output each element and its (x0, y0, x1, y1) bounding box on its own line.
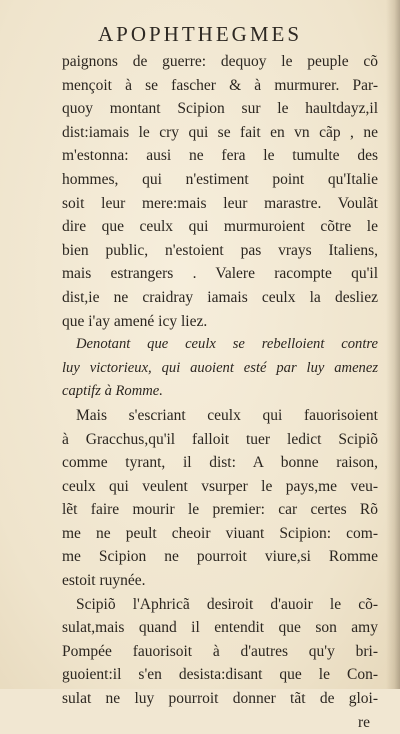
italic-gloss-line: Denotant que ceulx se rebelloient contre (76, 336, 378, 353)
text-line: paignons de guerre: dequoy le peuple cõ (62, 53, 378, 70)
text-line: mençoit à se fascher & à murmurer. Par- (62, 76, 378, 94)
text-line: dist,ie ne craidray iamais ceulx la desliez (62, 288, 378, 306)
text-line: ceulx qui veulent vsurper le pays,me veu- (62, 477, 378, 495)
running-head: APOPHTHEGMES (97, 22, 303, 46)
italic-gloss-line: luy victorieux, qui auoient esté par luy amenez (62, 359, 378, 376)
text-line: Mais s'escriant ceulx qui fauorisoient (76, 406, 378, 424)
text-line: comme tyrant, il dist: A bonne raison, (62, 454, 378, 472)
text-line: à Gracchus,qu'il falloit tuer ledict Scipiõ (62, 430, 378, 448)
text-line: dist:iamais le cry qui se fait en vn cãp , ne (62, 123, 378, 141)
text-line: dire que ceulx qui murmuroient cõtre le (62, 218, 378, 236)
page-gutter-shadow (386, 0, 400, 689)
text-line: quoy montant Scipion sur le haultdayz,il (62, 100, 378, 118)
text-line: estoit ruynée. (62, 572, 146, 590)
text-line: Pompée fauorisoit à d'autres qu'y bri- (62, 642, 378, 660)
text-line: bien public, n'estoient pas vrays Italiens, (62, 241, 378, 259)
text-line: me Scipion ne pourroit viure,si Romme (62, 548, 378, 566)
italic-gloss-line: captifz à Romme. (62, 383, 163, 400)
text-line: soit leur mere:mais leur marastre. Voulãt (62, 194, 378, 212)
text-line: lẽt faire mourir le premier: car certes Rõ (62, 501, 378, 519)
text-line: Scipiõ l'Aphricã desiroit d'auoir le cõ- (76, 595, 378, 613)
body-text (62, 50, 378, 734)
text-line: guoient:il s'en desista:disant que le Con- (62, 666, 378, 684)
text-line: me ne peult cheoir viuant Scipion: com- (62, 524, 378, 542)
text-line: que i'ay amené icy liez. (62, 312, 208, 330)
text-line: mais estrangers . Valere racompte qu'il (62, 265, 378, 283)
catchword: re (357, 713, 370, 731)
text-line: m'estonna: ausi ne fera le tumulte des (62, 147, 378, 165)
text-line: sulat ne luy pourroit donner tãt de gloi- (62, 690, 378, 708)
text-line: sulat,mais quand il entendit que son amy (62, 619, 378, 637)
text-line: hommes, qui n'estiment point qu'Italie (62, 170, 378, 188)
